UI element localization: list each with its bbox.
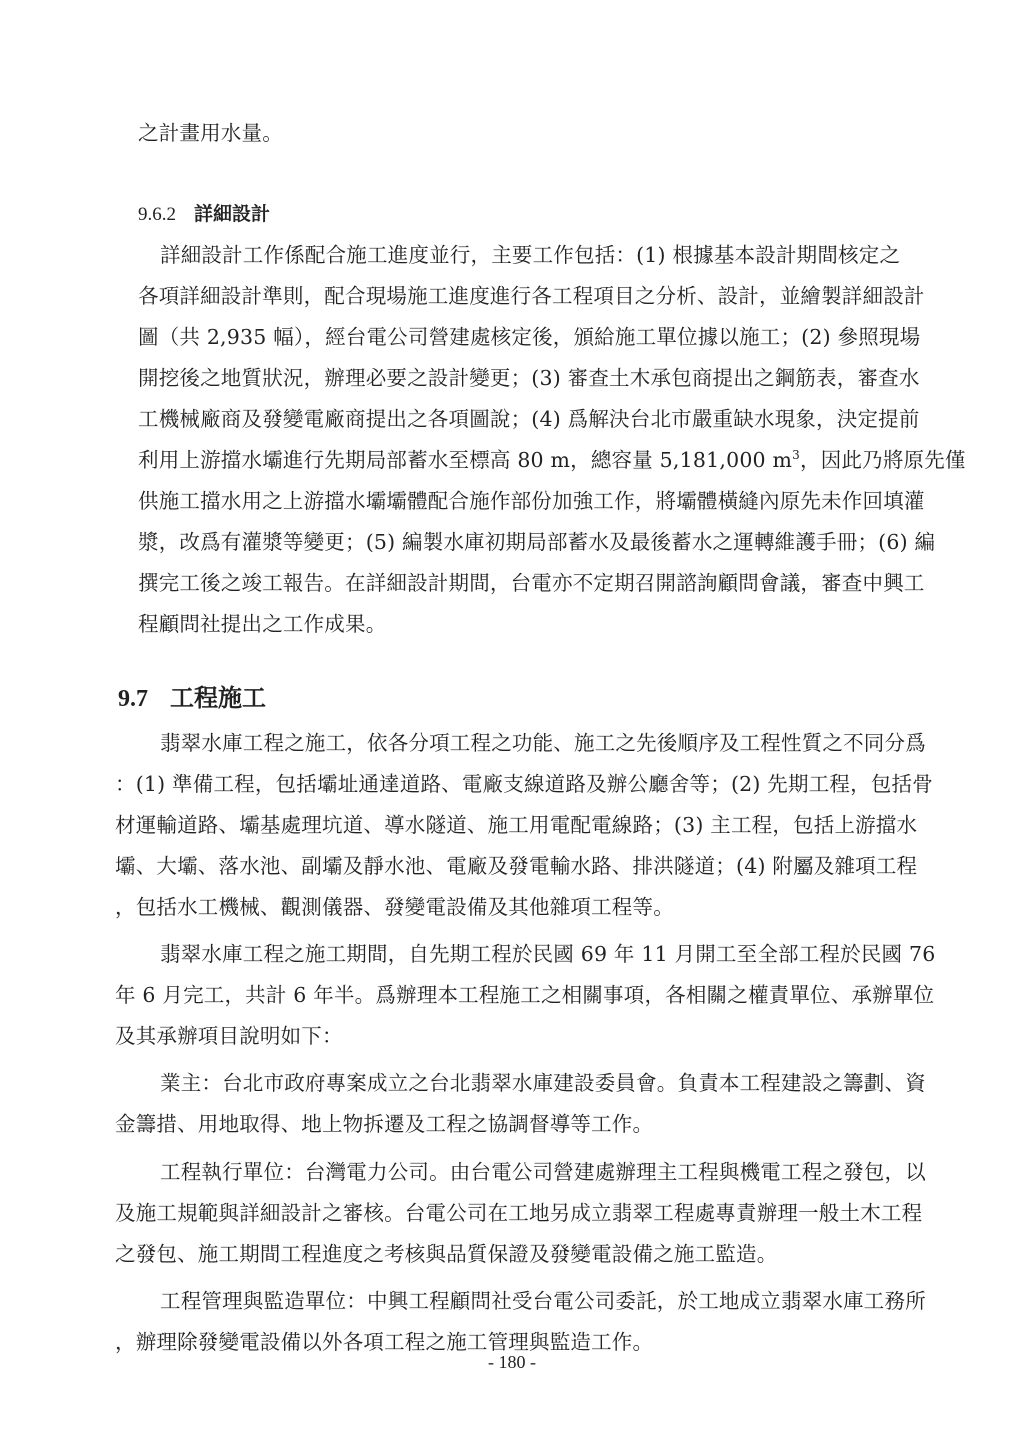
subsection-line: 供施工擋水用之上游擋水壩壩體配合施作部份加強工作，將壩體橫縫內原先未作回填灌 xyxy=(138,489,925,513)
paragraph-line: 壩、大壩、落水池、副壩及靜水池、電廠及發電輸水路、排洪隧道；(4) 附屬及雜項工程 xyxy=(115,854,918,878)
subsection-line: 撰完工後之竣工報告。在詳細設計期間，台電亦不定期召開諮詢顧問會議，審查中興工 xyxy=(138,571,925,595)
line-text: 利用上游擋水壩進行先期局部蓄水至標高 80 m，總容量 5,181,000 m xyxy=(138,448,793,472)
section-title: 工程施工 xyxy=(170,684,266,712)
paragraph-line: 材運輸道路、壩基處理坑道、導水隧道、施工用電配電線路；(3) 主工程，包括上游擋水 xyxy=(115,813,918,837)
subsection-line-with-superscript xyxy=(138,448,966,472)
subsection-line: 詳細設計工作係配合施工進度並行，主要工作包括：(1) 根據基本設計期間核定之 xyxy=(160,243,901,267)
subsection-title: 詳細設計 xyxy=(194,203,271,225)
intro-line: 之計畫用水量。 xyxy=(138,121,283,145)
subsection-heading xyxy=(138,202,270,227)
paragraph-line: 及其承辦項目說明如下： xyxy=(115,1024,343,1048)
paragraph-line: 之發包、施工期間工程進度之考核與品質保證及發變電設備之施工監造。 xyxy=(115,1242,778,1266)
line-tail: ，因此乃將原先僅 xyxy=(800,448,966,472)
subsection-number: 9.6.2 xyxy=(138,204,176,225)
section-heading xyxy=(118,683,266,714)
superscript: 3 xyxy=(792,448,801,463)
paragraph-line: 翡翠水庫工程之施工，依各分項工程之功能、施工之先後順序及工程性質之不同分爲 xyxy=(160,731,926,755)
subsection-line: 開挖後之地質狀況，辦理必要之設計變更；(3) 審查土木承包商提出之鋼筋表，審查水 xyxy=(138,366,920,390)
paragraph-line: 年 6 月完工，共計 6 年半。爲辦理本工程施工之相關事項，各相關之權責單位、承辦單位 xyxy=(115,983,935,1007)
subsection-line: 漿，改爲有灌漿等變更；(5) 編製水庫初期局部蓄水及最後蓄水之運轉維護手冊；(6) 編 xyxy=(138,530,936,554)
subsection-line: 各項詳細設計準則，配合現場施工進度進行各工程項目之分析、設計，並繪製詳細設計 xyxy=(138,284,925,308)
paragraph-line: 金籌措、用地取得、地上物拆遷及工程之協調督導等工作。 xyxy=(115,1112,654,1136)
paragraph-line: 翡翠水庫工程之施工期間，自先期工程於民國 69 年 11 月開工至全部工程於民國 76 xyxy=(160,942,936,966)
subsection-line: 程顧問社提出之工作成果。 xyxy=(138,612,387,636)
paragraph-line: 工程執行單位：台灣電力公司。由台電公司營建處辦理主工程與機電工程之發包，以 xyxy=(160,1160,926,1184)
subsection-line: 工機械廠商及發變電廠商提出之各項圖說；(4) 爲解決台北市嚴重缺水現象，決定提前 xyxy=(138,407,920,431)
paragraph-line: ，辦理除發變電設備以外各項工程之施工管理與監造工作。 xyxy=(115,1330,654,1354)
paragraph-line: 工程管理與監造單位：中興工程顧問社受台電公司委託，於工地成立翡翠水庫工務所 xyxy=(160,1289,926,1313)
paragraph-line: ，包括水工機械、觀測儀器、發變電設備及其他雜項工程等。 xyxy=(115,895,674,919)
page-number: - 180 - xyxy=(488,1352,536,1372)
paragraph-line: 及施工規範與詳細設計之審核。台電公司在工地另成立翡翠工程處專責辦理一般土木工程 xyxy=(115,1201,923,1225)
section-number: 9.7 xyxy=(118,686,148,712)
paragraph-line: ：(1) 準備工程，包括壩址通達道路、電廠支線道路及辦公廳舍等；(2) 先期工程，包括骨 xyxy=(115,772,933,796)
subsection-line: 圖（共 2,935 幅），經台電公司營建處核定後，頒給施工單位據以施工；(2) 參照現場 xyxy=(138,325,921,349)
paragraph-line: 業主：台北市政府專案成立之台北翡翠水庫建設委員會。負責本工程建設之籌劃、資 xyxy=(160,1071,926,1095)
